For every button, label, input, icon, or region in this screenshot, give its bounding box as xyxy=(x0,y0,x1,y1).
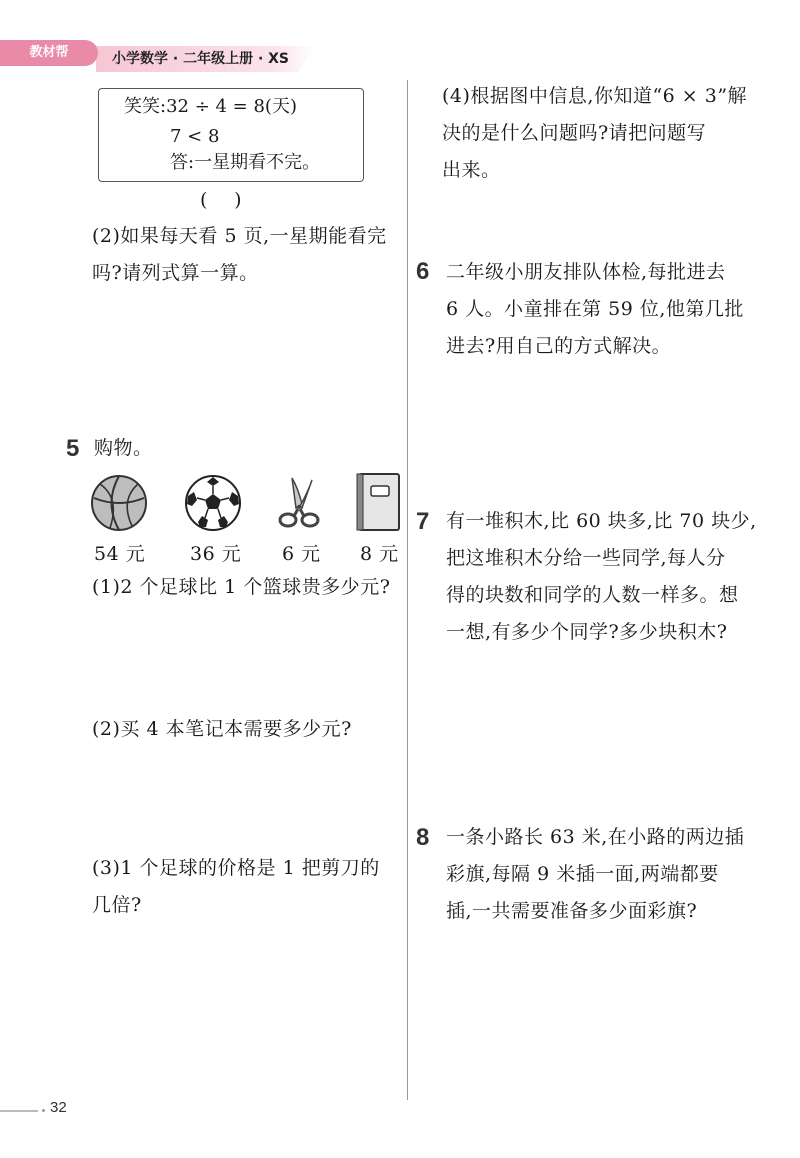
q5-title: 购物。 xyxy=(94,437,153,459)
q7-line-3: 得的块数和同学的人数一样多。想 xyxy=(446,584,739,606)
question-number-7: 7 xyxy=(416,508,430,535)
solution-line-3: 答:一星期看不完。 xyxy=(170,152,321,173)
notebook-price: 8 元 xyxy=(360,543,399,565)
q8-line-3: 插,一共需要准备多少面彩旗? xyxy=(446,900,698,922)
q4-sub4-line-1: (4)根据图中信息,你知道“6 × 3”解 xyxy=(442,85,748,107)
page-number: 32 xyxy=(50,1099,67,1116)
q8-line-1: 一条小路长 63 米,在小路的两边插 xyxy=(446,826,745,848)
solution-line-1: 笑笑:32 ÷ 4 = 8(天) xyxy=(124,96,297,117)
q6-line-3: 进去?用自己的方式解决。 xyxy=(446,335,672,357)
solution-line-2: 7 < 8 xyxy=(170,126,220,147)
question-number-6: 6 xyxy=(416,258,430,285)
header-title: 小学数学 · 二年级上册 · XS xyxy=(112,51,290,67)
q7-line-4: 一想,有多少个同学?多少块积木? xyxy=(446,621,728,643)
scissors-price: 6 元 xyxy=(282,543,321,565)
q6-line-1: 二年级小朋友排队体检,每批进去 xyxy=(446,261,726,283)
q7-line-2: 把这堆积木分给一些同学,每人分 xyxy=(446,547,726,569)
q4-sub2-line-2: 吗?请列式算一算。 xyxy=(92,262,259,284)
q5-sub2: (2)买 4 本笔记本需要多少元? xyxy=(92,718,352,740)
q7-line-1: 有一堆积木,比 60 块多,比 70 块少, xyxy=(446,510,757,532)
q4-sub4-line-3: 出来。 xyxy=(442,159,501,181)
footer-dot xyxy=(42,1109,45,1112)
column-divider xyxy=(407,80,408,1100)
header-badge: 教材帮 xyxy=(0,40,98,66)
q5-sub3-line-1: (3)1 个足球的价格是 1 把剪刀的 xyxy=(92,857,380,879)
q6-line-2: 6 人。小童排在第 59 位,他第几批 xyxy=(446,298,744,320)
question-number-8: 8 xyxy=(416,824,430,851)
q5-sub3-line-2: 几倍? xyxy=(92,894,142,916)
q4-sub2-line-1: (2)如果每天看 5 页,一星期能看完 xyxy=(92,225,387,247)
q8-line-2: 彩旗,每隔 9 米插一面,两端都要 xyxy=(446,863,719,885)
soccer-ball-icon xyxy=(184,474,242,532)
scissors-icon xyxy=(278,474,322,532)
footer-rule xyxy=(0,1110,38,1112)
soccer-ball-price: 36 元 xyxy=(190,543,242,565)
notebook-icon xyxy=(355,472,401,532)
judge-answer-paren: ( ) xyxy=(200,189,242,211)
q4-sub4-line-2: 决的是什么问题吗?请把问题写 xyxy=(442,122,707,144)
basketball-icon xyxy=(90,474,148,532)
question-number-5: 5 xyxy=(66,435,80,462)
basketball-price: 54 元 xyxy=(94,543,146,565)
q5-sub1: (1)2 个足球比 1 个篮球贵多少元? xyxy=(92,576,391,598)
